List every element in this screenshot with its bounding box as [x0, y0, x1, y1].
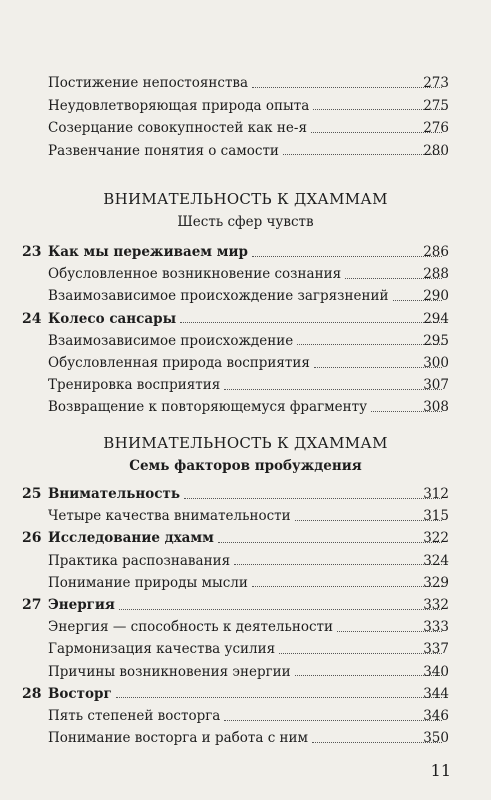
entry-title: Причины возникновения энергии: [48, 663, 291, 680]
toc-entry: [0, 374, 491, 396]
entry-page: 333: [423, 619, 449, 636]
toc-entry: [0, 705, 491, 727]
entry-title: Восторг: [48, 685, 112, 702]
entry-page: 294: [423, 310, 449, 327]
entry-page: 340: [423, 663, 449, 680]
toc-entry: [0, 72, 491, 94]
toc-entry: [0, 505, 491, 527]
entry-page: 307: [423, 377, 449, 394]
entry-title: Взаимозависимое происхождение загрязнений: [48, 288, 389, 305]
entry-page: 332: [423, 597, 449, 613]
entry-page: 344: [423, 685, 449, 702]
entry-page: 280: [423, 142, 449, 159]
entry-page: 346: [423, 708, 449, 724]
entry-page: 295: [423, 332, 449, 349]
toc-entry: [0, 330, 491, 352]
section-subheading: Семь факторов пробуждения: [129, 458, 362, 474]
toc-entry: [0, 95, 491, 117]
leader-dots: [119, 609, 442, 610]
leader-dots: [180, 322, 442, 323]
chapter-number: 26: [22, 530, 42, 547]
chapter-number: 23: [22, 244, 42, 260]
toc-entry: [0, 616, 491, 638]
entry-title: Колесо сансары: [48, 310, 177, 327]
entry-title: Понимание восторга и работа с ним: [48, 730, 309, 747]
section-heading: ВНИМАТЕЛЬНОСТЬ К ДХАММАМ: [103, 434, 388, 452]
entry-page: 350: [423, 730, 449, 747]
entry-page: 315: [423, 508, 449, 525]
entry-title: Энергия — способность к деятельности: [48, 619, 334, 636]
toc-chapter: [0, 683, 491, 705]
chapter-number: 25: [22, 486, 42, 502]
entry-title: Тренировка восприятия: [48, 377, 221, 394]
toc-entry: [0, 638, 491, 660]
toc-entry: [0, 140, 491, 162]
section-heading: ВНИМАТЕЛЬНОСТЬ К ДХАММАМ: [103, 190, 388, 208]
toc-entry: [0, 661, 491, 683]
toc-entry: [0, 285, 491, 307]
toc-entry: [0, 263, 491, 285]
entry-title: Обусловленное возникновение сознания: [48, 266, 342, 283]
entry-title: Созерцание совокупностей как не-я: [48, 120, 307, 136]
entry-page: 276: [423, 120, 449, 136]
leader-dots: [234, 564, 442, 565]
entry-title: Практика распознавания: [48, 552, 231, 569]
leader-dots: [224, 720, 442, 721]
entry-page: 275: [423, 97, 449, 114]
chapter-number: 28: [22, 685, 42, 702]
entry-page: 286: [423, 244, 449, 260]
entry-title: Взаимозависимое происхождение: [48, 332, 294, 349]
entry-page: 288: [423, 266, 449, 283]
entry-page: 312: [423, 486, 449, 502]
toc-chapter: [0, 483, 491, 505]
entry-title: Исследование дхамм: [48, 530, 214, 547]
entry-page: 273: [423, 75, 449, 91]
toc-entry: [0, 117, 491, 139]
entry-title: Пять степеней восторга: [48, 708, 221, 724]
leader-dots: [224, 389, 442, 390]
entry-title: Внимательность: [48, 486, 181, 502]
entry-title: Постижение непостоянства: [48, 75, 249, 91]
toc-chapter: [0, 527, 491, 549]
toc-chapter: [0, 241, 491, 263]
entry-page: 324: [423, 552, 449, 569]
chapter-number: 24: [22, 310, 42, 327]
chapter-number: 27: [22, 597, 42, 613]
toc-chapter: [0, 308, 491, 330]
entry-page: 290: [423, 288, 449, 305]
page-number: 11: [430, 761, 451, 780]
leader-dots: [218, 542, 442, 543]
entry-title: Понимание природы мысли: [48, 574, 248, 591]
entry-title: Гармонизация качества усилия: [48, 641, 276, 658]
entry-title: Как мы переживаем мир: [48, 244, 248, 260]
entry-title: Развенчание понятия о самости: [48, 142, 279, 159]
section-subheading: Шесть сфер чувств: [177, 214, 314, 230]
leader-dots: [184, 498, 442, 499]
toc-entry: [0, 550, 491, 572]
toc-chapter: [0, 594, 491, 616]
entry-title: Энергия: [48, 597, 115, 613]
toc-entry: [0, 572, 491, 594]
entry-page: 322: [423, 530, 449, 547]
leader-dots: [116, 697, 442, 698]
entry-title: Неудовлетворяющая природа опыта: [48, 97, 310, 114]
entry-page: 300: [423, 355, 449, 371]
entry-page: 308: [423, 399, 449, 416]
entry-title: Четыре качества внимательности: [48, 508, 291, 525]
entry-page: 329: [423, 574, 449, 591]
entry-title: Обусловленная природа восприятия: [48, 355, 310, 371]
toc-entry: [0, 352, 491, 374]
entry-page: 337: [423, 641, 449, 658]
toc-entry: [0, 727, 491, 749]
toc-entry: [0, 396, 491, 418]
entry-title: Возвращение к повторяющемуся фрагменту: [48, 399, 368, 416]
